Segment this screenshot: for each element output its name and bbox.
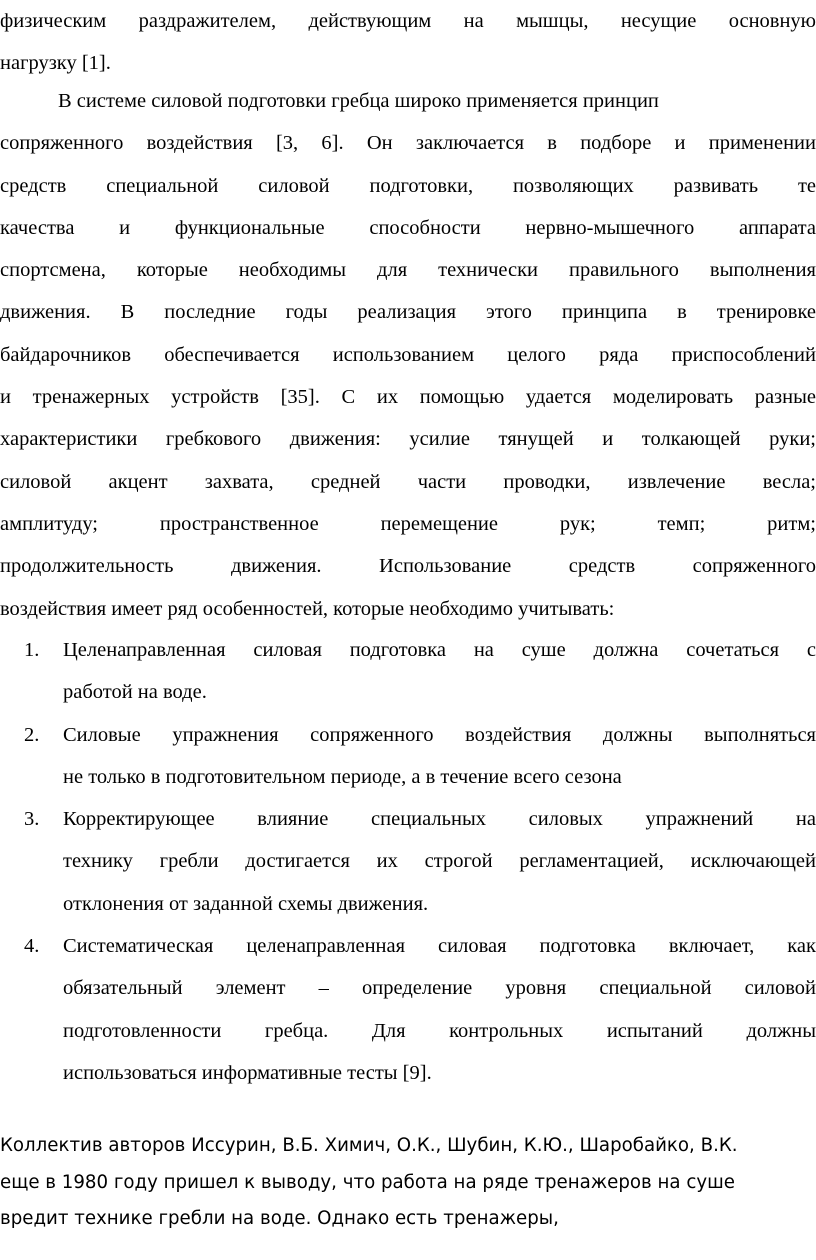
list-item-number: 4. <box>24 935 40 958</box>
text-line: Корректирующее влияние специальных силовых упражнений на <box>63 808 816 831</box>
text-line: характеристики гребкового движения: усилие тянущей и толкающей руки; <box>0 428 816 451</box>
text-line: амплитуду; пространственное перемещение рук; темп; ритм; <box>0 512 816 535</box>
list-item <box>0 798 816 925</box>
text-line: Систематическая целенаправленная силовая подготовка включает, как <box>63 935 816 958</box>
list-item-number: 2. <box>24 723 40 746</box>
list-item <box>0 925 816 1094</box>
numbered-list <box>0 629 816 1094</box>
text-line: обязательный элемент – определение уровня специальной силовой <box>63 977 816 1000</box>
footer-note <box>0 1128 816 1238</box>
text-line: качества и функциональные способности нервно-мышечного аппарата <box>0 216 816 239</box>
list-item <box>0 629 816 714</box>
text-line: движения. В последние годы реализация этого принципа в тренировке <box>0 301 816 324</box>
body-paragraph <box>0 80 816 630</box>
text-line: отклонения от заданной схемы движения. <box>63 892 429 915</box>
text-line: Силовые упражнения сопряженного воздействия должны выполняться <box>63 723 816 746</box>
list-item-text <box>63 629 816 714</box>
text-line: Целенаправленная силовая подготовка на суше должна сочетаться с <box>63 639 816 661</box>
list-item-text <box>63 925 816 1094</box>
text-line: силовой акцент захвата, средней части проводки, извлечение весла; <box>0 470 816 493</box>
list-item-number: 1. <box>24 639 40 661</box>
text-line: нагрузку [1]. <box>0 52 111 75</box>
list-item <box>0 714 816 799</box>
text-line: использоваться информативные тесты [9]. <box>63 1061 432 1084</box>
text-line: средств специальной силовой подготовки, позволяющих развивать те <box>0 174 816 197</box>
text-line: вредит технике гребли на воде. Однако есть тренажеры, <box>0 1208 559 1229</box>
text-line: и тренажерных устройств [35]. С их помощью удается моделировать разные <box>0 386 816 409</box>
text-line: физическим раздражителем, действующим на мышцы, несущие основную <box>0 10 816 32</box>
text-line: сопряженного воздействия [3, 6]. Он заключается в подборе и применении <box>0 132 816 155</box>
text-line: спортсмена, которые необходимы для технически правильного выполнения <box>0 259 816 282</box>
text-line: продолжительность движения. Использование средств сопряженного <box>0 555 816 578</box>
text-line: воздействия имеет ряд особенностей, которые необходимо учитывать: <box>0 597 615 620</box>
text-line: подготовленности гребца. Для контрольных испытаний должны <box>63 1019 816 1042</box>
text-line: работой на воде. <box>63 681 207 704</box>
text-line: еще в 1980 году пришел к выводу, что работа на ряде тренажеров на суше <box>0 1171 735 1193</box>
list-item-text <box>63 714 816 799</box>
text-line: технику гребли достигается их строгой регламентацией, исключающей <box>63 850 816 873</box>
text-line: Коллектив авторов Иссурин, В.Б. Химич, О.К., Шубин, К.Ю., Шаробайко, В.К. <box>0 1135 738 1156</box>
list-item-text <box>63 798 816 925</box>
list-item-number: 3. <box>24 808 40 831</box>
intro-paragraph <box>0 0 816 85</box>
text-line: байдарочников обеспечивается использованием целого ряда приспособлений <box>0 343 816 366</box>
text-line: В системе силовой подготовки гребца широко применяется принцип <box>58 90 659 112</box>
text-line: не только в подготовительном периоде, а в течение всего сезона <box>63 765 622 788</box>
